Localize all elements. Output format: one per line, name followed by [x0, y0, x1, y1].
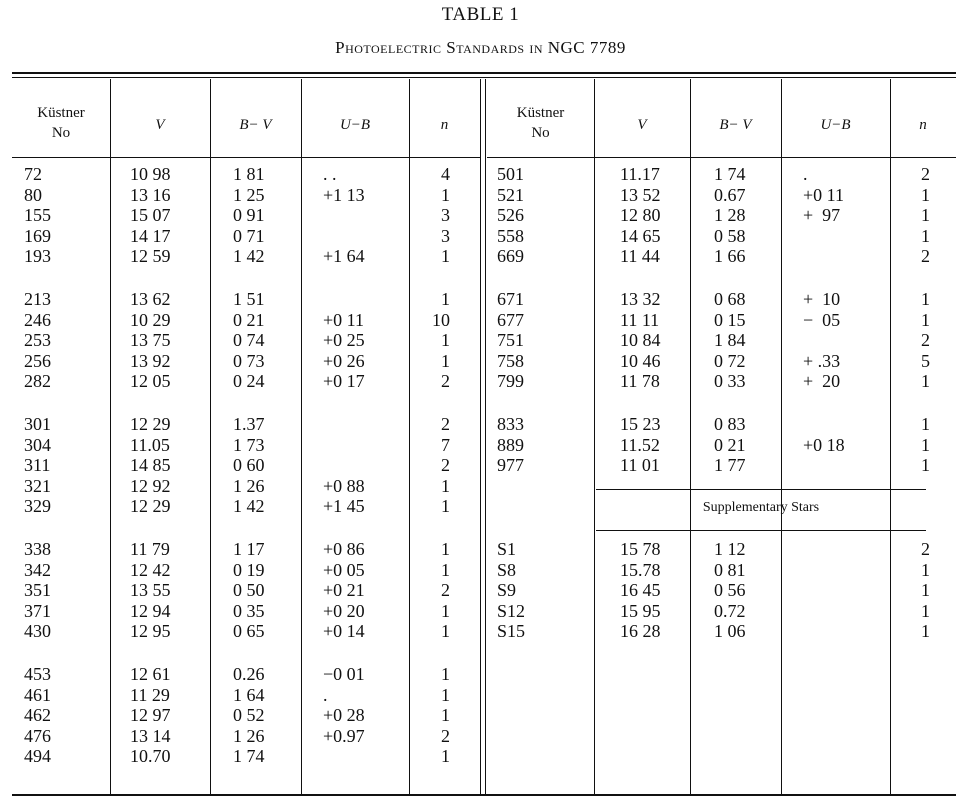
cell-v: 12 92: [130, 475, 171, 496]
cell-v: 12 29: [130, 496, 171, 517]
cell-n: 1: [921, 225, 930, 246]
cell-bv: 1 84: [714, 330, 746, 351]
cell-bv: 0 81: [714, 559, 746, 580]
cell-v: 12 42: [130, 559, 171, 580]
cell-bv: 0 33: [714, 371, 746, 392]
cell-v: 12 05: [130, 371, 171, 392]
cell-v: 11 11: [620, 309, 660, 330]
cell-v: 11 79: [130, 539, 170, 559]
header-no: No: [531, 125, 550, 141]
cell-n: 1: [441, 496, 450, 517]
cell-kustner-no: 246: [24, 309, 51, 330]
cell-v: 14 85: [130, 455, 171, 476]
cell-n: 1: [441, 350, 450, 371]
cell-ub: +0 28: [323, 705, 365, 726]
cell-bv: 1 77: [714, 455, 746, 476]
cell-v: 15 23: [620, 414, 661, 434]
cell-bv: 1 26: [233, 725, 265, 746]
cell-bv: 0.72: [714, 600, 746, 621]
header-v: V: [637, 117, 647, 133]
header-no: No: [51, 125, 71, 141]
header-n: n: [440, 117, 449, 133]
cell-v: 15 78: [620, 539, 661, 559]
cell-bv: 0 72: [714, 350, 746, 371]
cell-kustner-no: 977: [497, 455, 524, 476]
cell-n: 1: [441, 664, 450, 684]
cell-ub: + 20: [803, 371, 841, 392]
cell-v: 15 95: [620, 600, 661, 621]
col-divider: [110, 79, 111, 794]
cell-v: 13 92: [130, 350, 171, 371]
cell-n: 1: [441, 184, 450, 205]
cell-n: 10: [432, 309, 450, 330]
cell-ub: +0 88: [323, 475, 365, 496]
cell-ub: .: [803, 164, 808, 184]
cell-kustner-no: 169: [24, 225, 51, 246]
cell-ub: +0 17: [323, 371, 365, 392]
header-ub: U−B: [339, 117, 371, 133]
cell-kustner-no: 430: [24, 621, 51, 642]
cell-kustner-no: 311: [24, 455, 51, 476]
cell-ub: .: [323, 684, 328, 705]
cell-kustner-no: 155: [24, 205, 51, 226]
cell-n: 1: [441, 705, 450, 726]
cell-kustner-no: 72: [24, 164, 42, 184]
cell-v: 13 16: [130, 184, 171, 205]
cell-bv: 1 51: [233, 289, 265, 309]
cell-kustner-no: 558: [497, 225, 524, 246]
cell-kustner-no: 751: [497, 330, 524, 351]
header-n: n: [919, 117, 927, 133]
cell-ub: + .33: [803, 350, 841, 371]
cell-kustner-no: 253: [24, 330, 51, 351]
cell-ub: − 05: [803, 309, 841, 330]
cell-v: 14 65: [620, 225, 661, 246]
header-kustner-no: [487, 103, 594, 143]
header-rule-right: [487, 157, 956, 158]
cell-n: 2: [441, 455, 450, 476]
col-divider: [690, 79, 691, 794]
cell-n: 1: [921, 371, 930, 392]
cell-bv: 1 42: [233, 246, 265, 267]
cell-kustner-no: 213: [24, 289, 51, 309]
cell-kustner-no: 301: [24, 414, 51, 434]
cell-bv: 0 35: [233, 600, 265, 621]
cell-ub: +0 11: [803, 184, 844, 205]
cell-kustner-no: 669: [497, 246, 524, 267]
cell-n: 1: [921, 559, 930, 580]
cell-v: 15 07: [130, 205, 171, 226]
cell-v: 11 01: [620, 455, 660, 476]
cell-ub: +1 45: [323, 496, 365, 517]
cell-kustner-no: 338: [24, 539, 51, 559]
cell-n: 1: [441, 684, 450, 705]
cell-v: 12 80: [620, 205, 661, 226]
cell-v: 13 14: [130, 725, 171, 746]
cell-bv: 1 74: [714, 164, 746, 184]
cell-v: 10 29: [130, 309, 171, 330]
cell-kustner-no: 461: [24, 684, 51, 705]
cell-kustner-no: 371: [24, 600, 51, 621]
cell-kustner-no: 342: [24, 559, 51, 580]
cell-bv: 0 73: [233, 350, 265, 371]
cell-bv: 1 81: [233, 164, 265, 184]
cell-bv: 0.26: [233, 664, 265, 684]
cell-n: 1: [441, 246, 450, 267]
cell-ub: +0 18: [803, 434, 845, 455]
cell-kustner-no: 501: [497, 164, 524, 184]
cell-v: 11 78: [620, 371, 660, 392]
cell-kustner-no: 671: [497, 289, 524, 309]
col-divider: [210, 79, 211, 794]
cell-n: 1: [921, 309, 930, 330]
cell-n: 2: [921, 330, 930, 351]
cell-kustner-no: 282: [24, 371, 51, 392]
cell-kustner-no: 304: [24, 434, 51, 455]
cell-v: 13 75: [130, 330, 171, 351]
cell-kustner-no: S15: [497, 621, 526, 642]
table-title: TABLE 1: [441, 4, 520, 25]
cell-n: 1: [921, 600, 930, 621]
cell-v: 13 32: [620, 289, 661, 309]
cell-n: 1: [441, 559, 450, 580]
cell-kustner-no: 476: [24, 725, 51, 746]
cell-kustner-no: 889: [497, 434, 524, 455]
cell-v: 16 28: [620, 621, 661, 642]
cell-kustner-no: 521: [497, 184, 524, 205]
cell-ub: +0 25: [323, 330, 365, 351]
cell-n: 1: [441, 621, 450, 642]
cell-bv: 0 91: [233, 205, 265, 226]
supplementary-rule-top: [596, 489, 926, 490]
cell-bv: 0 58: [714, 225, 746, 246]
cell-kustner-no: S1: [497, 539, 517, 559]
cell-kustner-no: S12: [497, 600, 526, 621]
header-kustner: Küstner: [516, 105, 565, 121]
cell-bv: 1 25: [233, 184, 265, 205]
cell-kustner-no: 329: [24, 496, 51, 517]
header-kustner: Küstner: [37, 105, 85, 121]
cell-n: 2: [921, 246, 930, 267]
bottom-rule: [12, 794, 956, 796]
cell-kustner-no: S9: [497, 580, 517, 601]
cell-ub: . .: [323, 164, 337, 184]
cell-v: 11 44: [620, 246, 660, 267]
cell-v: 13 62: [130, 289, 171, 309]
cell-bv: 1 06: [714, 621, 746, 642]
cell-kustner-no: 677: [497, 309, 524, 330]
cell-kustner-no: 799: [497, 371, 524, 392]
cell-kustner-no: 453: [24, 664, 51, 684]
cell-n: 1: [921, 184, 930, 205]
cell-n: 3: [441, 225, 450, 246]
cell-v: 10 46: [620, 350, 661, 371]
cell-ub: +0 26: [323, 350, 365, 371]
col-divider: [594, 79, 595, 794]
supplementary-caption: Supplementary Stars: [702, 500, 820, 515]
cell-bv: 1 28: [714, 205, 746, 226]
cell-n: 1: [441, 539, 450, 559]
cell-n: 1: [921, 455, 930, 476]
cell-bv: 0.67: [714, 184, 746, 205]
cell-n: 1: [921, 434, 930, 455]
cell-kustner-no: 494: [24, 746, 51, 767]
cell-v: 10 98: [130, 164, 171, 184]
center-divider-2: [485, 79, 486, 794]
cell-ub: +0.97: [323, 725, 365, 746]
cell-kustner-no: 758: [497, 350, 524, 371]
cell-bv: 1.37: [233, 414, 265, 434]
cell-bv: 1 66: [714, 246, 746, 267]
cell-ub: +0 14: [323, 621, 365, 642]
cell-n: 1: [441, 600, 450, 621]
cell-bv: 0 65: [233, 621, 265, 642]
cell-v: 12 94: [130, 600, 171, 621]
top-rule-1: [12, 72, 956, 74]
cell-v: 13 52: [620, 184, 661, 205]
cell-bv: 0 21: [233, 309, 265, 330]
cell-v: 10.70: [130, 746, 171, 767]
cell-n: 1: [921, 414, 930, 434]
cell-n: 1: [441, 289, 450, 309]
cell-ub: +0 86: [323, 539, 365, 559]
cell-kustner-no: 193: [24, 246, 51, 267]
cell-ub: +0 21: [323, 580, 365, 601]
cell-v: 12 59: [130, 246, 171, 267]
cell-bv: 1 73: [233, 434, 265, 455]
cell-bv: 0 19: [233, 559, 265, 580]
col-divider: [781, 79, 782, 794]
cell-kustner-no: S8: [497, 559, 517, 580]
cell-v: 11 29: [130, 684, 170, 705]
cell-bv: 1 17: [233, 539, 265, 559]
cell-n: 2: [441, 580, 450, 601]
cell-n: 1: [441, 746, 450, 767]
cell-ub: +1 13: [323, 184, 365, 205]
cell-n: 5: [921, 350, 930, 371]
cell-bv: 0 60: [233, 455, 265, 476]
cell-ub: + 97: [803, 205, 841, 226]
cell-kustner-no: 833: [497, 414, 524, 434]
cell-bv: 1 12: [714, 539, 746, 559]
cell-n: 2: [441, 725, 450, 746]
cell-v: 14 17: [130, 225, 171, 246]
cell-n: 1: [441, 475, 450, 496]
cell-bv: 1 74: [233, 746, 265, 767]
supplementary-rule-bottom: [596, 530, 926, 531]
center-divider-1: [480, 79, 481, 794]
cell-bv: 0 68: [714, 289, 746, 309]
cell-bv: 0 50: [233, 580, 265, 601]
cell-kustner-no: 80: [24, 184, 42, 205]
cell-kustner-no: 321: [24, 475, 51, 496]
cell-v: 16 45: [620, 580, 661, 601]
table-subtitle: Photoelectric Standards in NGC 7789: [335, 38, 626, 57]
cell-v: 15.78: [620, 559, 661, 580]
cell-kustner-no: 462: [24, 705, 51, 726]
cell-bv: 0 15: [714, 309, 746, 330]
cell-ub: + 10: [803, 289, 841, 309]
cell-kustner-no: 526: [497, 205, 524, 226]
cell-v: 12 29: [130, 414, 171, 434]
header-ub: U−B: [820, 117, 851, 133]
cell-n: 1: [921, 205, 930, 226]
cell-bv: 0 21: [714, 434, 746, 455]
cell-v: 12 61: [130, 664, 171, 684]
cell-v: 11.52: [620, 434, 660, 455]
cell-v: 10 84: [620, 330, 661, 351]
top-rule-2: [12, 77, 956, 78]
cell-ub: +0 05: [323, 559, 365, 580]
cell-v: 11.17: [620, 164, 660, 184]
cell-v: 11.05: [130, 434, 170, 455]
cell-bv: 1 26: [233, 475, 265, 496]
cell-n: 2: [441, 371, 450, 392]
header-bv: B− V: [239, 117, 272, 133]
cell-v: 12 95: [130, 621, 171, 642]
header-v: V: [155, 117, 165, 133]
cell-n: 1: [921, 621, 930, 642]
cell-n: 2: [921, 539, 930, 559]
cell-ub: +0 11: [323, 309, 364, 330]
cell-n: 1: [921, 580, 930, 601]
cell-n: 7: [441, 434, 450, 455]
cell-bv: 1 42: [233, 496, 265, 517]
header-kustner-no: [12, 103, 110, 143]
cell-bv: 1 64: [233, 684, 265, 705]
cell-bv: 0 24: [233, 371, 265, 392]
cell-bv: 0 74: [233, 330, 265, 351]
col-divider: [301, 79, 302, 794]
cell-ub: +0 20: [323, 600, 365, 621]
cell-ub: +1 64: [323, 246, 365, 267]
cell-v: 13 55: [130, 580, 171, 601]
cell-n: 2: [921, 164, 930, 184]
cell-n: 2: [441, 414, 450, 434]
cell-kustner-no: 351: [24, 580, 51, 601]
cell-n: 3: [441, 205, 450, 226]
cell-n: 4: [441, 164, 450, 184]
cell-bv: 0 83: [714, 414, 746, 434]
cell-kustner-no: 256: [24, 350, 51, 371]
cell-bv: 0 56: [714, 580, 746, 601]
cell-bv: 0 71: [233, 225, 265, 246]
cell-bv: 0 52: [233, 705, 265, 726]
cell-v: 12 97: [130, 705, 171, 726]
cell-n: 1: [441, 330, 450, 351]
header-bv: B− V: [719, 117, 752, 133]
cell-ub: −0 01: [323, 664, 365, 684]
cell-n: 1: [921, 289, 930, 309]
